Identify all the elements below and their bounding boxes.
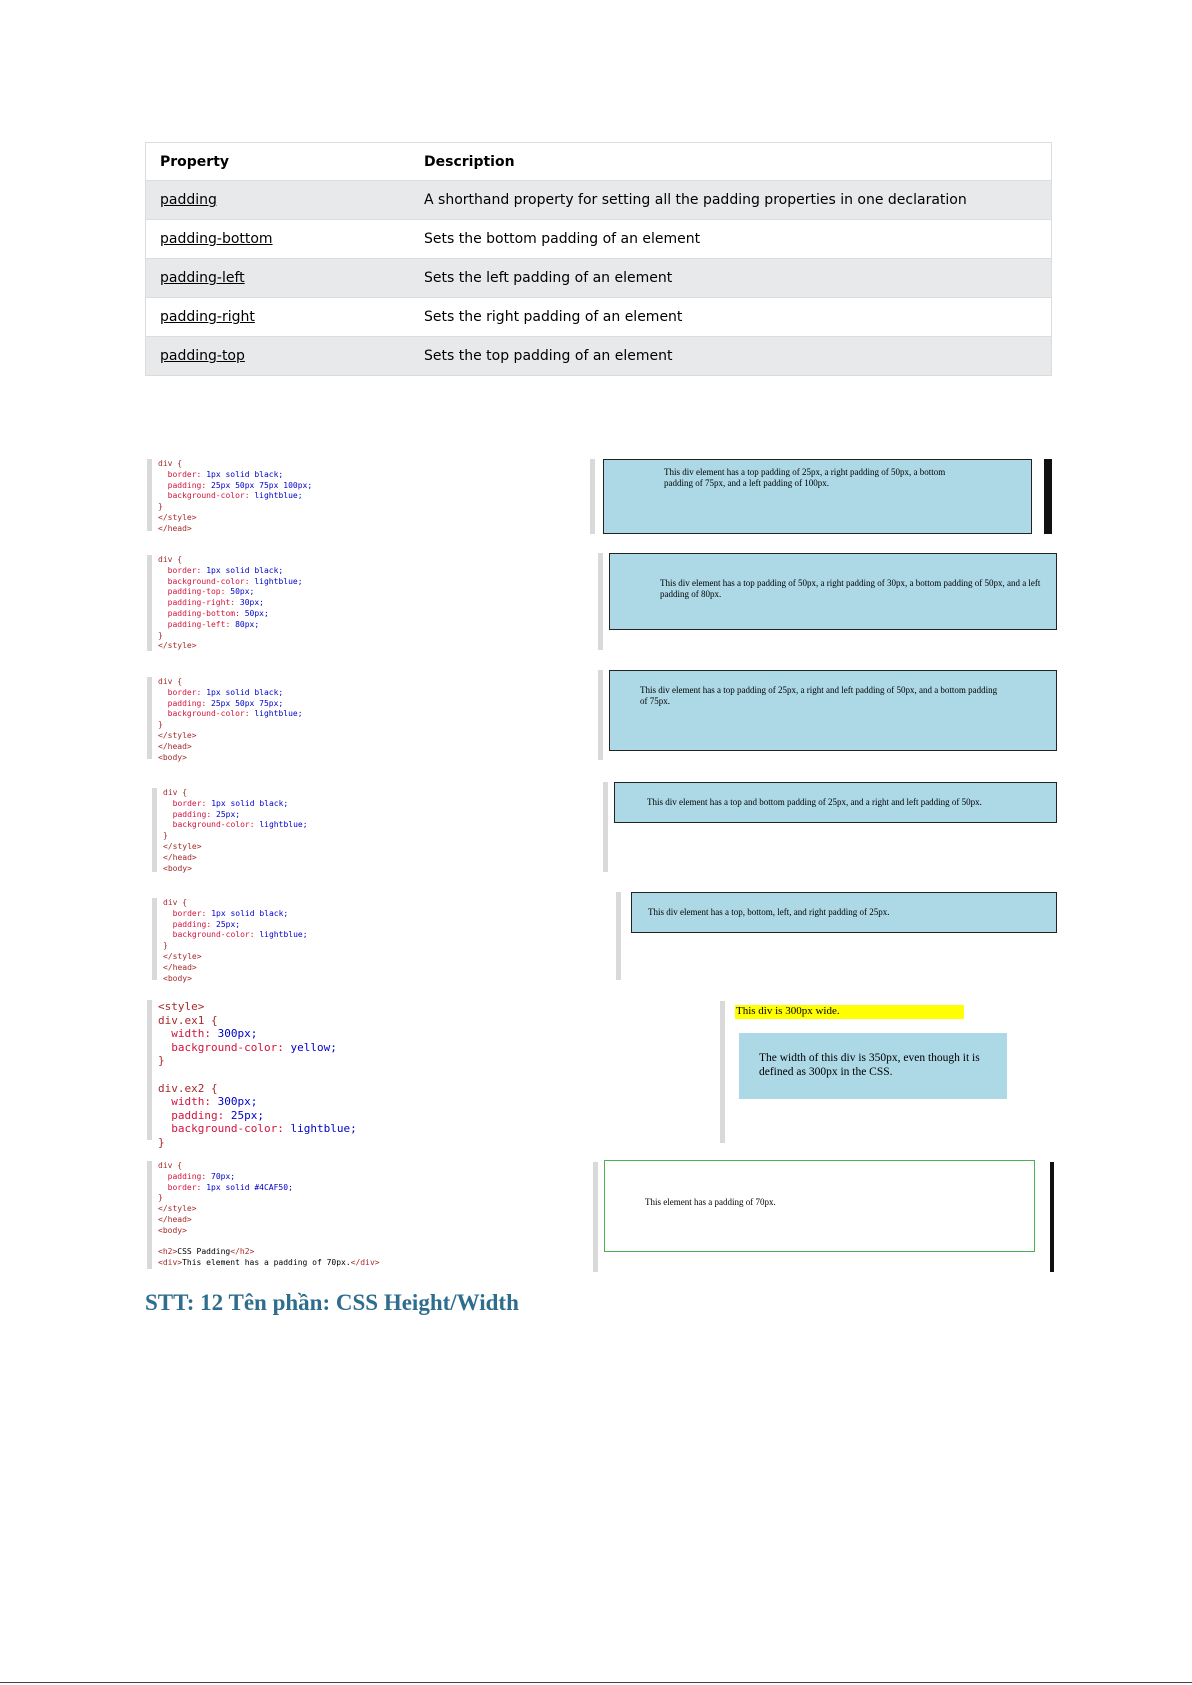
scrollbar-edge xyxy=(1050,1162,1054,1272)
code-snippet-example-6: <style> div.ex1 { width: 300px; background-color: yellow; } div.ex2 { width: 300px; padding: 25px; background-color: lightblue; } xyxy=(147,1000,418,1140)
table-row xyxy=(146,259,1052,298)
property-description: Sets the top padding of an element xyxy=(410,337,1052,376)
property-description: A shorthand property for setting all the padding properties in one declaration xyxy=(410,181,1052,220)
result-example-1 xyxy=(590,459,1057,534)
code-snippet-example-2: div { border: 1px solid black; background-color: lightblue; padding-top: 50px; padding-right: 30px; padding-bottom: 50px; padding-left: 80px; } </style> xyxy=(147,555,408,651)
table-row xyxy=(146,298,1052,337)
scrollbar-edge xyxy=(1044,459,1052,534)
padded-div-example-2: This div element has a top padding of 50px, a right padding of 30px, a bottom padding of 50px, and a left padding of 80px. xyxy=(609,553,1057,630)
table-row xyxy=(146,181,1052,220)
property-link[interactable]: padding xyxy=(160,192,217,208)
property-description: Sets the right padding of an element xyxy=(410,298,1052,337)
result-example-2 xyxy=(598,553,1057,650)
property-description: Sets the bottom padding of an element xyxy=(410,220,1052,259)
code-snippet-example-5: div { border: 1px solid black; padding: 25px; background-color: lightblue; } </style> </head> <body> xyxy=(152,898,413,980)
section-heading: STT: 12 Tên phần: CSS Height/Width xyxy=(145,1290,519,1315)
code-snippet-example-1: div { border: 1px solid black; padding: 25px 50px 75px 100px; background-color: lightblue; } </style> </head> xyxy=(147,459,408,531)
property-link[interactable]: padding-left xyxy=(160,270,245,286)
table-header-row xyxy=(146,143,1052,181)
result-example-3 xyxy=(598,670,1057,760)
result-example-5 xyxy=(616,892,1057,980)
yellow-div-300px: This div is 300px wide. xyxy=(735,1005,964,1019)
padded-div-example-4: This div element has a top and bottom padding of 25px, and a right and left padding of 50px. xyxy=(614,782,1057,823)
padding-properties-table xyxy=(145,142,1052,376)
padded-div-example-3: This div element has a top padding of 25px, a right and left padding of 50px, and a bottom padding of 75px. xyxy=(609,670,1057,751)
table-row xyxy=(146,337,1052,376)
padded-div-example-5: This div element has a top, bottom, left, and right padding of 25px. xyxy=(631,892,1057,933)
header-property: Property xyxy=(146,143,411,181)
result-example-6 xyxy=(720,1001,1057,1143)
code-snippet-example-3: div { border: 1px solid black; padding: 25px 50px 75px; background-color: lightblue; } </style> </head> <body> xyxy=(147,677,408,759)
green-bordered-div: This element has a padding of 70px. xyxy=(604,1160,1035,1252)
code-snippet-example-7: div { padding: 70px; border: 1px solid #4CAF50; } </style> </head> <body> <h2>CSS Padding</h2> <div>This element has a padding of 70px.</div> xyxy=(147,1161,578,1269)
property-link[interactable]: padding-top xyxy=(160,348,245,364)
property-link[interactable]: padding-bottom xyxy=(160,231,273,247)
padded-div-example-1: This div element has a top padding of 25px, a right padding of 50px, a bottom padding of 75px, and a left padding of 100px. xyxy=(603,459,1032,534)
page-bottom-rule xyxy=(0,1682,1192,1683)
code-snippet-example-4: div { border: 1px solid black; padding: 25px; background-color: lightblue; } </style> </head> <body> xyxy=(152,788,413,872)
result-example-7 xyxy=(593,1162,1057,1272)
result-example-4 xyxy=(603,782,1057,872)
lightblue-div-350px: The width of this div is 350px, even though it is defined as 300px in the CSS. xyxy=(739,1033,1007,1099)
property-description: Sets the left padding of an element xyxy=(410,259,1052,298)
property-link[interactable]: padding-right xyxy=(160,309,255,325)
header-description: Description xyxy=(410,143,1052,181)
table-row xyxy=(146,220,1052,259)
